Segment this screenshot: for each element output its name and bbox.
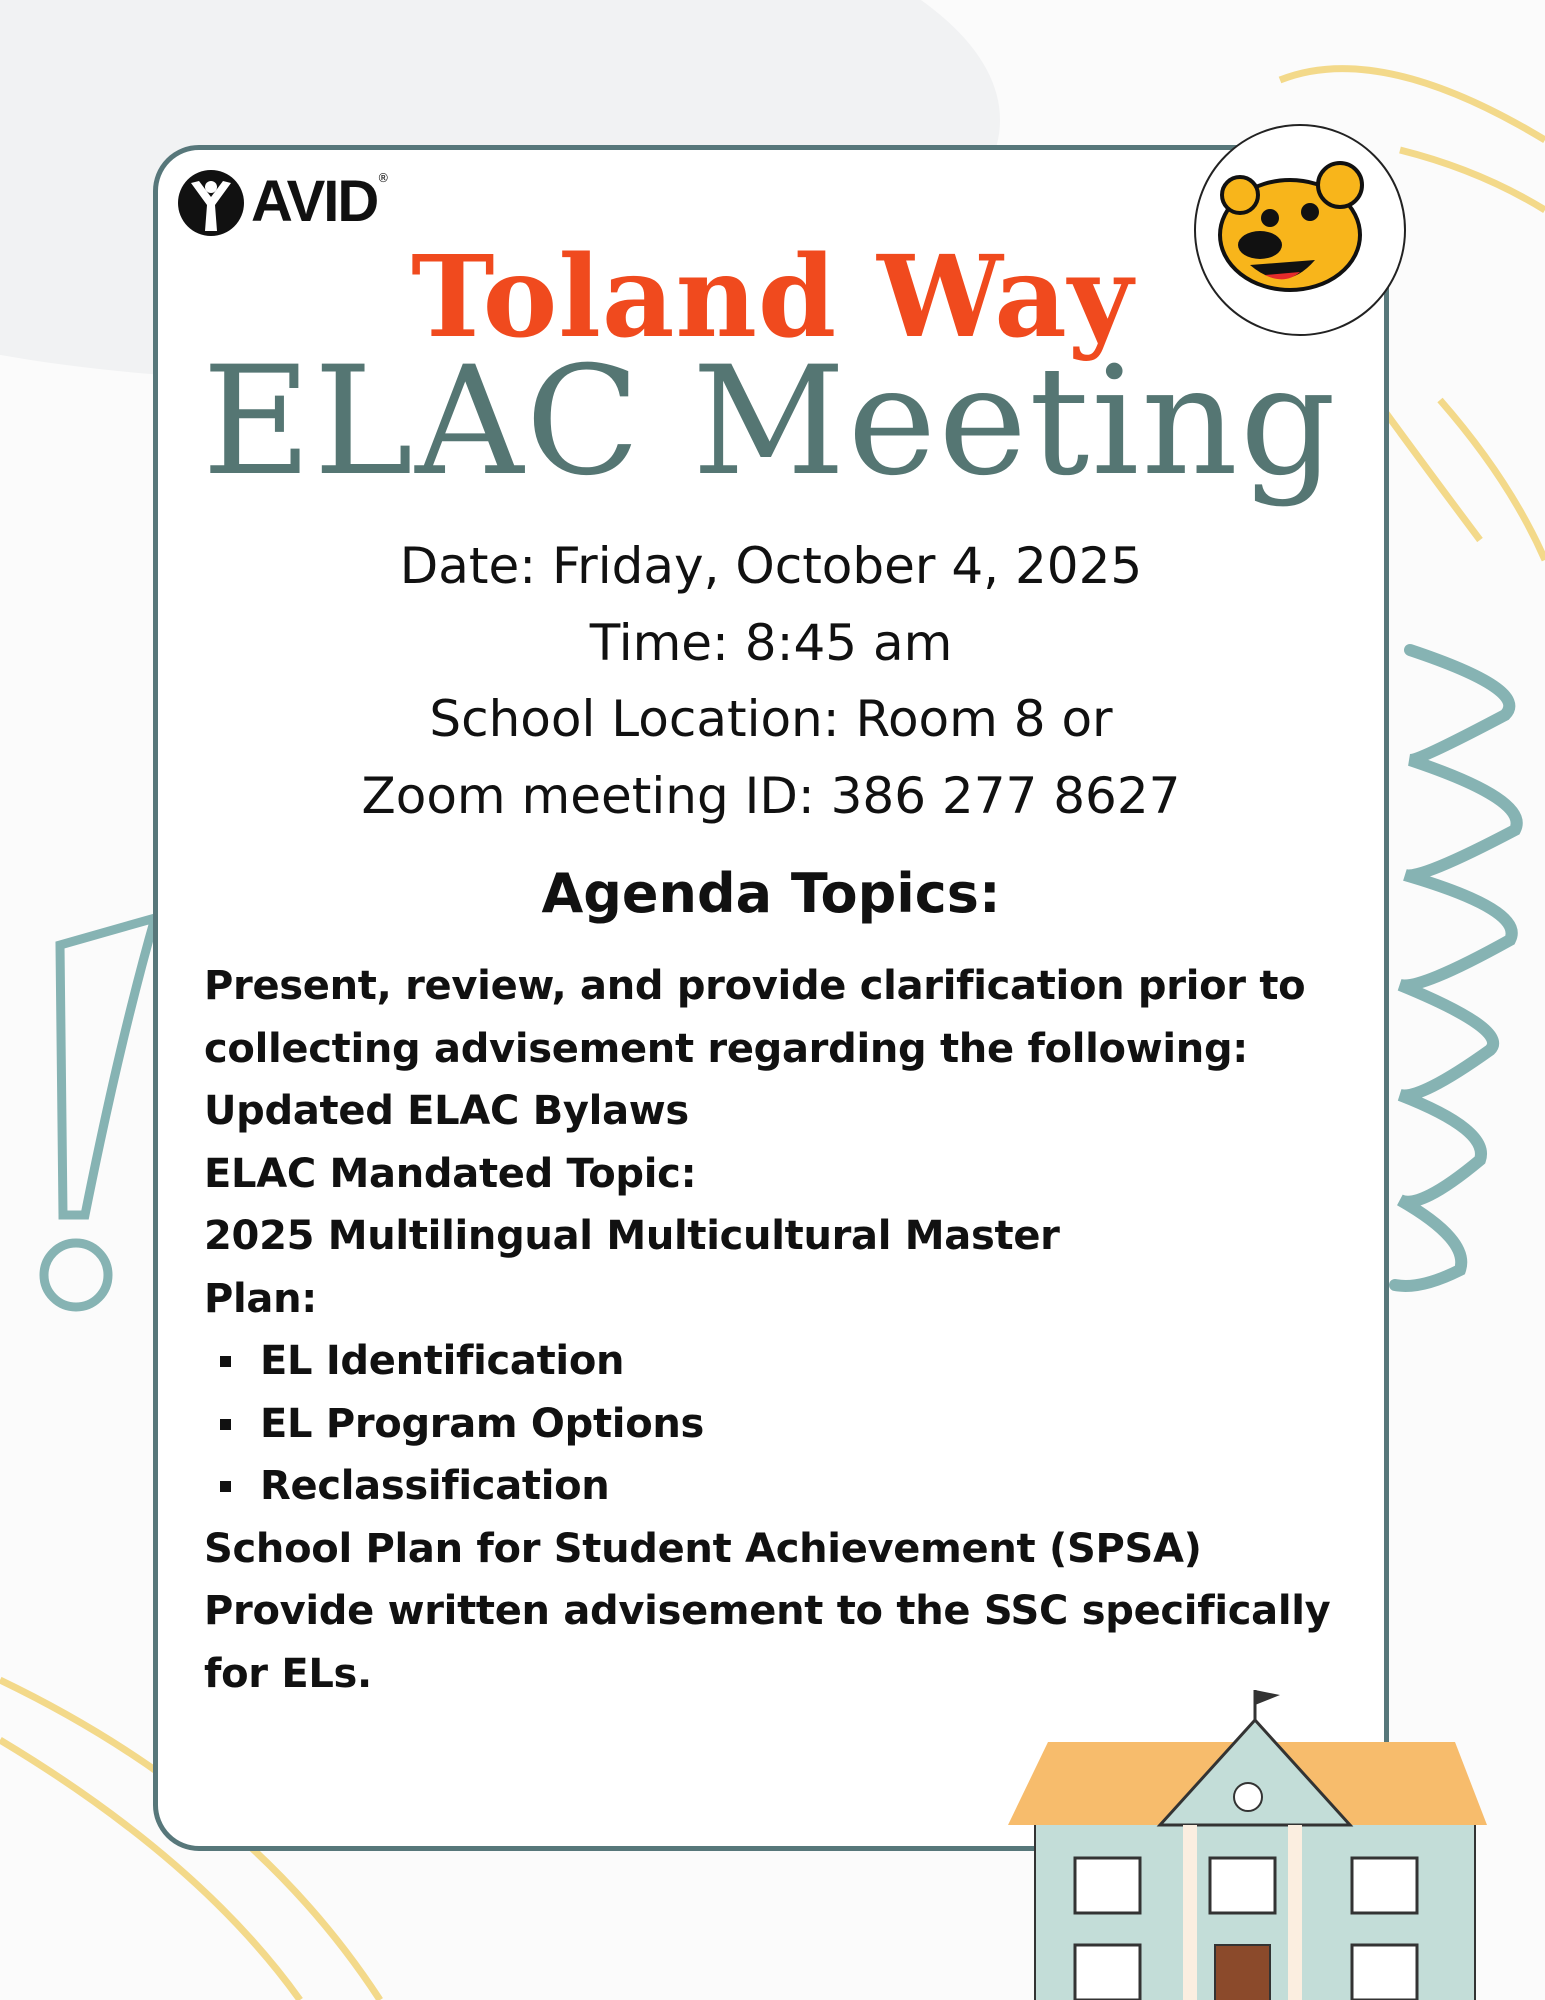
registered-mark: ® xyxy=(377,171,390,185)
agenda-line: Present, review, and provide clarification prior to xyxy=(204,963,1306,1009)
agenda-line: for ELs. xyxy=(204,1650,372,1697)
meeting-title: ELAC Meeting xyxy=(202,335,1338,509)
agenda-line: Provide written advisement to the SSC specifically xyxy=(204,1588,1331,1634)
agenda-bullet: EL Identification xyxy=(204,1330,1354,1393)
agenda-bullet: Reclassification xyxy=(204,1455,1354,1518)
agenda-heading: Agenda Topics: xyxy=(541,862,1001,925)
agenda-line: 2025 Multilingual Multicultural Master xyxy=(204,1213,1060,1259)
meeting-date: Date: Friday, October 4, 2025 xyxy=(399,537,1143,595)
exclamation-mark xyxy=(44,918,155,1307)
zoom-meeting-id: Zoom meeting ID: 386 277 8627 xyxy=(361,766,1181,825)
agenda-line: ELAC Mandated Topic: xyxy=(204,1150,697,1197)
meeting-location: School Location: Room 8 or xyxy=(429,690,1113,748)
school-name-title: Toland Way xyxy=(411,232,1134,363)
avid-figure-icon xyxy=(175,165,247,237)
zigzag-squiggle xyxy=(1395,650,1517,1286)
agenda-body xyxy=(204,955,1354,1705)
avid-logo xyxy=(175,165,389,237)
agenda-line: collecting advisement regarding the following: xyxy=(204,1025,1248,1072)
avid-wordmark: AVID xyxy=(251,168,378,234)
meeting-time: Time: 8:45 am xyxy=(589,613,953,672)
agenda-line: School Plan for Student Achievement (SPSA) xyxy=(204,1525,1202,1572)
agenda-line: Updated ELAC Bylaws xyxy=(204,1088,689,1134)
agenda-bullet: EL Program Options xyxy=(204,1393,1354,1456)
agenda-line: Plan: xyxy=(204,1275,317,1322)
meeting-info xyxy=(153,528,1389,834)
